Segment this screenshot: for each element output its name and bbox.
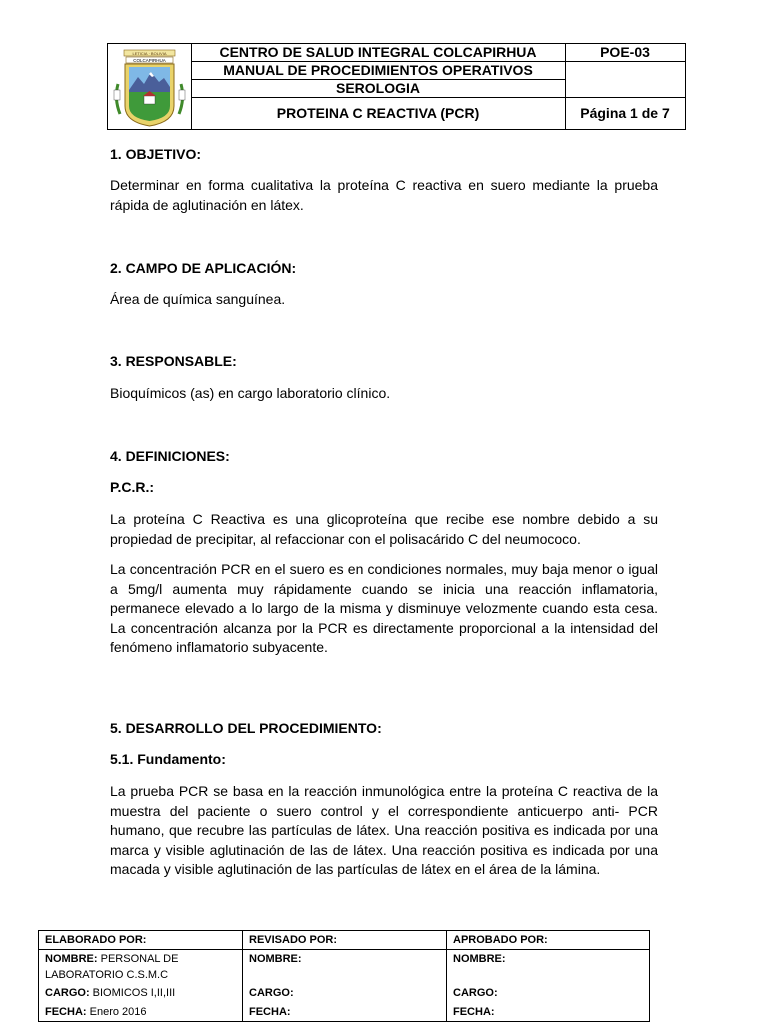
header-page-number: Página 1 de 7 — [580, 105, 670, 121]
fecha-label: FECHA: — [45, 1006, 87, 1018]
section-4-paragraph-1: La proteína C Reactiva es una glicoproteína que recibe ese nombre debido a su propiedad de precipitar, al refaccionar con el polisacárido C del neumococo. — [110, 511, 658, 547]
svg-text:LETICIA · BOLIVIA: LETICIA · BOLIVIA — [132, 51, 167, 56]
approval-footer-table — [38, 930, 650, 1022]
footer-elaborado-column — [39, 931, 243, 1021]
logo-cell — [108, 44, 192, 129]
footer-aprobado-nombre — [453, 951, 506, 967]
section-1-heading: 1. OBJETIVO: — [110, 146, 202, 162]
header-procedure-title: PROTEINA C REACTIVA (PCR) — [191, 98, 566, 129]
cargo-label: CARGO: — [249, 987, 294, 999]
header-document-code: POE-03 — [565, 44, 685, 62]
fecha-label: FECHA: — [249, 1006, 291, 1018]
footer-revisado-fecha — [249, 1004, 291, 1020]
footer-revisado-cargo — [249, 985, 294, 1001]
footer-elaborado-nombre — [45, 951, 178, 967]
footer-elaborado-title: ELABORADO POR: — [39, 931, 242, 950]
cargo-label: CARGO: — [45, 987, 90, 999]
footer-aprobado-column — [447, 931, 649, 1021]
header-institution: CENTRO DE SALUD INTEGRAL COLCAPIRHUA — [191, 44, 566, 62]
footer-elaborado-fecha — [45, 1004, 147, 1020]
section-2-heading: 2. CAMPO DE APLICACIÓN: — [110, 260, 297, 276]
section-5-subheading: 5.1. Fundamento: — [110, 751, 226, 767]
nombre-label: NOMBRE: — [45, 953, 98, 965]
fecha-label: FECHA: — [453, 1006, 495, 1018]
document-header-table — [107, 43, 686, 130]
header-empty-cell — [565, 62, 685, 98]
footer-revisado-title: REVISADO POR: — [243, 931, 446, 950]
fecha-value: Enero 2016 — [86, 1006, 147, 1018]
nombre-label: NOMBRE: — [249, 953, 302, 965]
section-5-heading: 5. DESARROLLO DEL PROCEDIMIENTO: — [110, 720, 382, 736]
section-4-subheading: P.C.R.: — [110, 479, 155, 495]
nombre-value: PERSONAL DE — [97, 953, 179, 965]
section-2-text: Área de química sanguínea. — [110, 291, 286, 307]
section-3-text: Bioquímicos (as) en cargo laboratorio clínico. — [110, 385, 391, 401]
cargo-label: CARGO: — [453, 987, 498, 999]
section-4-heading: 4. DEFINICIONES: — [110, 448, 230, 464]
footer-revisado-column — [243, 931, 447, 1021]
header-area: SEROLOGIA — [191, 80, 566, 98]
footer-aprobado-title: APROBADO POR: — [447, 931, 649, 950]
footer-elaborado-cargo — [45, 985, 175, 1001]
municipal-coat-of-arms-logo — [108, 44, 191, 129]
section-3-heading: 3. RESPONSABLE: — [110, 353, 237, 369]
nombre-label: NOMBRE: — [453, 953, 506, 965]
footer-aprobado-cargo — [453, 985, 498, 1001]
footer-revisado-nombre — [249, 951, 302, 967]
footer-elaborado-nombre-cont: LABORATORIO C.S.M.C — [45, 969, 169, 981]
section-1-text: Determinar en forma cualitativa la proteína C reactiva en suero mediante la prueba rápida de aglutinación en látex. — [110, 177, 658, 213]
header-manual-title: MANUAL DE PROCEDIMIENTOS OPERATIVOS — [191, 62, 566, 80]
cargo-value: BIOMICOS I,II,III — [89, 987, 176, 999]
section-5-paragraph-1: La prueba PCR se basa en la reacción inmunológica entre la proteína C reactiva de la muestra del paciente o suero control y el correspondiente anticuerpo anti- PCR humano, que recubre las partículas de látex. Una reacción positiva es indicada por una marca y visible aglutinación de las de látex. Una reacción positiva es indicada por una macada y visible aglutinación de las partículas de látex en el área de la lámina. — [110, 783, 658, 877]
svg-text:COLCAPIRHUA: COLCAPIRHUA — [133, 58, 166, 63]
section-4-paragraph-2: La concentración PCR en el suero es en condiciones normales, muy baja menor o igual a 5mg/l aumenta muy rápidamente cuando se inicia una reacción inflamatoria, permanece elevado a lo largo de la misma y disminuye velozmente cuando esta cesa. La concentración alcanza por la PCR es directamente proporcional a la intensidad del fenómeno inflamatorio subyacente. — [110, 561, 658, 655]
footer-aprobado-fecha — [453, 1004, 495, 1020]
